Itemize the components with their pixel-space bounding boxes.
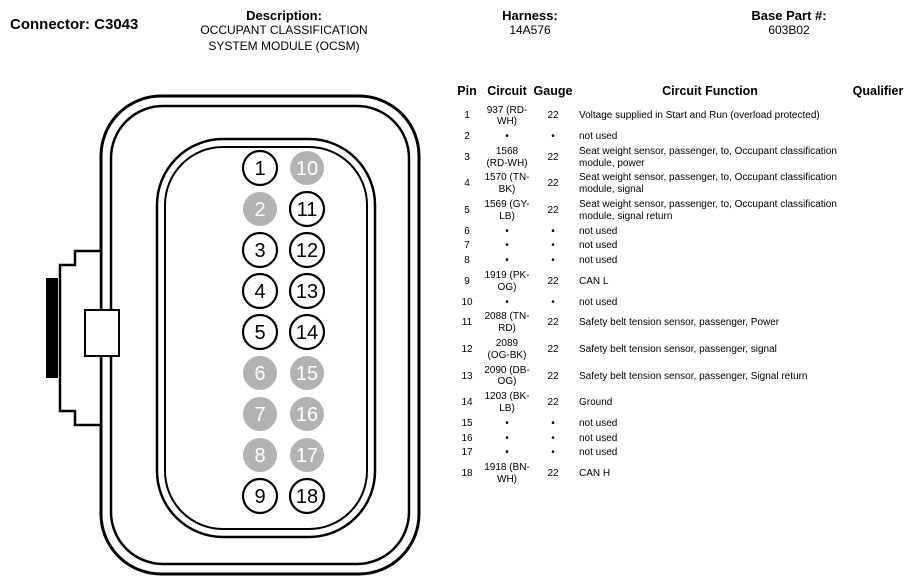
pin-row-pin: 15 <box>461 417 473 429</box>
pin-row-gauge: • <box>551 255 555 267</box>
pin-row-pin: 10 <box>461 296 473 308</box>
pin-number: 9 <box>254 486 266 508</box>
pin-row <box>452 239 910 254</box>
pin-row-qualifier <box>846 239 910 254</box>
base-part-label: Base Part #: <box>751 8 827 23</box>
pin-row-circuit: 1203 (BK-LB) <box>484 391 530 415</box>
pin-row-gauge: 22 <box>547 110 559 122</box>
connector-diagram <box>45 93 423 579</box>
pin-row-function: Safety belt tension sensor, passenger, Signal return <box>579 370 808 382</box>
pin-row-pin: 7 <box>464 240 470 252</box>
pin-row-gauge: 22 <box>547 468 559 480</box>
pin-row-circuit: • <box>505 255 509 267</box>
pin-row-pin: 13 <box>461 370 473 382</box>
pin-row-circuit: • <box>505 131 509 143</box>
pin-row-qualifier <box>846 254 910 269</box>
pin-row <box>452 461 910 488</box>
pin-number: 6 <box>254 363 266 385</box>
pin-number: 4 <box>254 281 266 303</box>
pin-row-gauge: 22 <box>547 343 559 355</box>
pin-row-gauge: • <box>551 417 555 429</box>
col-header-gauge: Gauge <box>533 84 573 98</box>
pin-row-function: not used <box>579 432 618 444</box>
pin-number: 12 <box>295 240 319 262</box>
pin-number: 13 <box>295 281 319 303</box>
pin-row-function: not used <box>579 255 618 267</box>
description-block <box>158 8 410 54</box>
pin-row-function: Seat weight sensor, passenger, to, Occupant classification module, signal return <box>579 199 837 222</box>
pin-row <box>452 224 910 239</box>
pin-row-qualifier <box>846 224 910 239</box>
pin-row-function: not used <box>579 225 618 237</box>
pinout-table-body <box>452 103 910 487</box>
pin-row-circuit: 2088 (TN-RD) <box>484 311 530 335</box>
pin-row-pin: 12 <box>461 343 473 355</box>
description-label: Description: <box>246 8 322 23</box>
pin-row-qualifier <box>846 130 910 145</box>
pin-row <box>452 431 910 446</box>
pin-row-qualifier <box>846 416 910 431</box>
pin-row-gauge: 22 <box>547 370 559 382</box>
pin-row-qualifier <box>846 363 910 390</box>
pin-row-pin: 4 <box>464 178 470 190</box>
pin-row-function: Seat weight sensor, passenger, to, Occupant classification module, signal <box>579 172 837 196</box>
pin-row-qualifier <box>846 431 910 446</box>
pin-number: 8 <box>254 445 266 467</box>
pin-row-function: not used <box>579 240 618 252</box>
pin-row-gauge: • <box>551 296 555 308</box>
pin-row-pin: 18 <box>461 468 473 480</box>
pin-row-pin: 9 <box>464 275 470 287</box>
pin-number: 15 <box>295 363 319 385</box>
description-line2: SYSTEM MODULE (OCSM) <box>208 38 360 53</box>
pin-row <box>452 103 910 130</box>
pin-row-gauge: • <box>551 447 555 459</box>
pin-row-gauge: 22 <box>547 151 559 163</box>
pin-row-circuit: • <box>505 240 509 252</box>
pin-row-qualifier <box>846 295 910 310</box>
pin-row-pin: 3 <box>464 151 470 163</box>
pin-number: 11 <box>296 199 318 221</box>
pin-row <box>452 198 910 225</box>
pin-row-qualifier <box>846 171 910 198</box>
pin-row <box>452 144 910 171</box>
mounting-tab-slot <box>85 310 119 356</box>
pin-number: 16 <box>295 404 319 426</box>
pin-row-circuit: • <box>505 447 509 459</box>
pin-row-qualifier <box>846 337 910 364</box>
pin-row-circuit: • <box>505 417 509 429</box>
pin-number: 10 <box>295 158 319 180</box>
base-part-value: 603B02 <box>768 23 810 37</box>
pin-row-qualifier <box>846 198 910 225</box>
pin-row-circuit: 2089 (OG-BK) <box>487 338 527 361</box>
pin-number: 14 <box>295 322 319 344</box>
pin-row-pin: 17 <box>461 447 473 459</box>
pin-row-gauge: 22 <box>547 317 559 329</box>
pin-row-circuit: 1569 (GY-LB) <box>484 199 530 222</box>
col-header-qualifier: Qualifier <box>852 84 904 98</box>
pin-row-gauge: 22 <box>547 397 559 409</box>
pin-row-pin: 2 <box>464 131 470 143</box>
pinout-table <box>452 84 910 487</box>
pin-row <box>452 363 910 390</box>
pin-row-gauge: 22 <box>547 275 559 287</box>
pin-row-qualifier <box>846 103 910 130</box>
pin-row-pin: 6 <box>464 225 470 237</box>
pin-row-circuit: 1570 (TN-BK) <box>484 172 530 196</box>
pin-row-function: Safety belt tension sensor, passenger, signal <box>579 343 777 355</box>
pin-row-qualifier <box>846 310 910 337</box>
pin-row-circuit: 937 (RD-WH) <box>486 104 528 128</box>
pin-number: 2 <box>254 199 266 221</box>
base-part-block <box>710 8 868 39</box>
pin-row-function: Seat weight sensor, passenger, to, Occupant classification module, power <box>579 145 837 169</box>
pin-row-function: Voltage supplied in Start and Run (overload protected) <box>579 110 820 122</box>
pin-row-circuit: • <box>505 296 509 308</box>
pin-row-gauge: 22 <box>547 204 559 216</box>
pin-row-gauge: • <box>551 131 555 143</box>
pin-row-function: CAN L <box>579 275 609 287</box>
pin-row-qualifier <box>846 390 910 417</box>
pin-row-qualifier <box>846 461 910 488</box>
pin-row-function: Ground <box>579 397 613 409</box>
pin-row <box>452 446 910 461</box>
harness-block <box>468 8 592 39</box>
pin-row-circuit: 1919 (PK-OG) <box>484 270 530 293</box>
pin-row <box>452 416 910 431</box>
pin-row-qualifier <box>846 144 910 171</box>
pin-row-gauge: 22 <box>547 178 559 190</box>
pin-number: 18 <box>295 486 319 508</box>
pin-number: 7 <box>254 404 266 426</box>
pin-row <box>452 254 910 269</box>
pin-row <box>452 130 910 145</box>
pin-number: 5 <box>254 322 266 344</box>
pin-number: 1 <box>254 158 266 180</box>
col-header-function: Circuit Function <box>662 84 758 98</box>
pin-row-qualifier <box>846 446 910 461</box>
pin-row-circuit: • <box>505 225 509 237</box>
pin-row-pin: 5 <box>464 204 470 216</box>
harness-label: Harness: <box>502 8 558 23</box>
pin-row-function: CAN H <box>579 468 611 480</box>
col-header-circuit: Circuit <box>487 84 527 98</box>
pin-row <box>452 295 910 310</box>
pin-row-function: not used <box>579 447 618 459</box>
pin-row-qualifier <box>846 269 910 296</box>
connector-title: Connector: C3043 <box>10 16 139 33</box>
pin-row-function: not used <box>579 131 618 143</box>
col-header-pin: Pin <box>457 84 477 98</box>
pin-row-gauge: • <box>551 432 555 444</box>
pin-row-pin: 16 <box>461 432 473 444</box>
pin-row <box>452 390 910 417</box>
pin-row-circuit: 1568 (RD-WH) <box>486 145 528 169</box>
pin-row <box>452 269 910 296</box>
pin-row-circuit: 1918 (BN-WH) <box>484 462 530 486</box>
description-line1: OCCUPANT CLASSIFICATION <box>200 23 368 37</box>
pin-row <box>452 310 910 337</box>
pin-row-pin: 14 <box>461 397 473 409</box>
pin-row-circuit: 2090 (DB-OG) <box>484 364 530 388</box>
pin-row-circuit: • <box>505 432 509 444</box>
pin-number: 3 <box>254 240 266 262</box>
pinout-table-header-row <box>452 84 910 103</box>
pin-row-gauge: • <box>551 240 555 252</box>
pin-row-pin: 11 <box>461 317 473 329</box>
pin-row-pin: 8 <box>464 255 470 267</box>
pin-number: 17 <box>295 445 319 467</box>
pin-row-function: not used <box>579 417 618 429</box>
mounting-tab-bar <box>46 278 58 378</box>
harness-value: 14A576 <box>509 23 551 37</box>
pin-row-pin: 1 <box>464 110 470 122</box>
pin-row-function: Safety belt tension sensor, passenger, Power <box>579 317 780 329</box>
pin-row <box>452 171 910 198</box>
pin-row <box>452 337 910 364</box>
pin-row-gauge: • <box>551 225 555 237</box>
pin-row-function: not used <box>579 296 618 308</box>
